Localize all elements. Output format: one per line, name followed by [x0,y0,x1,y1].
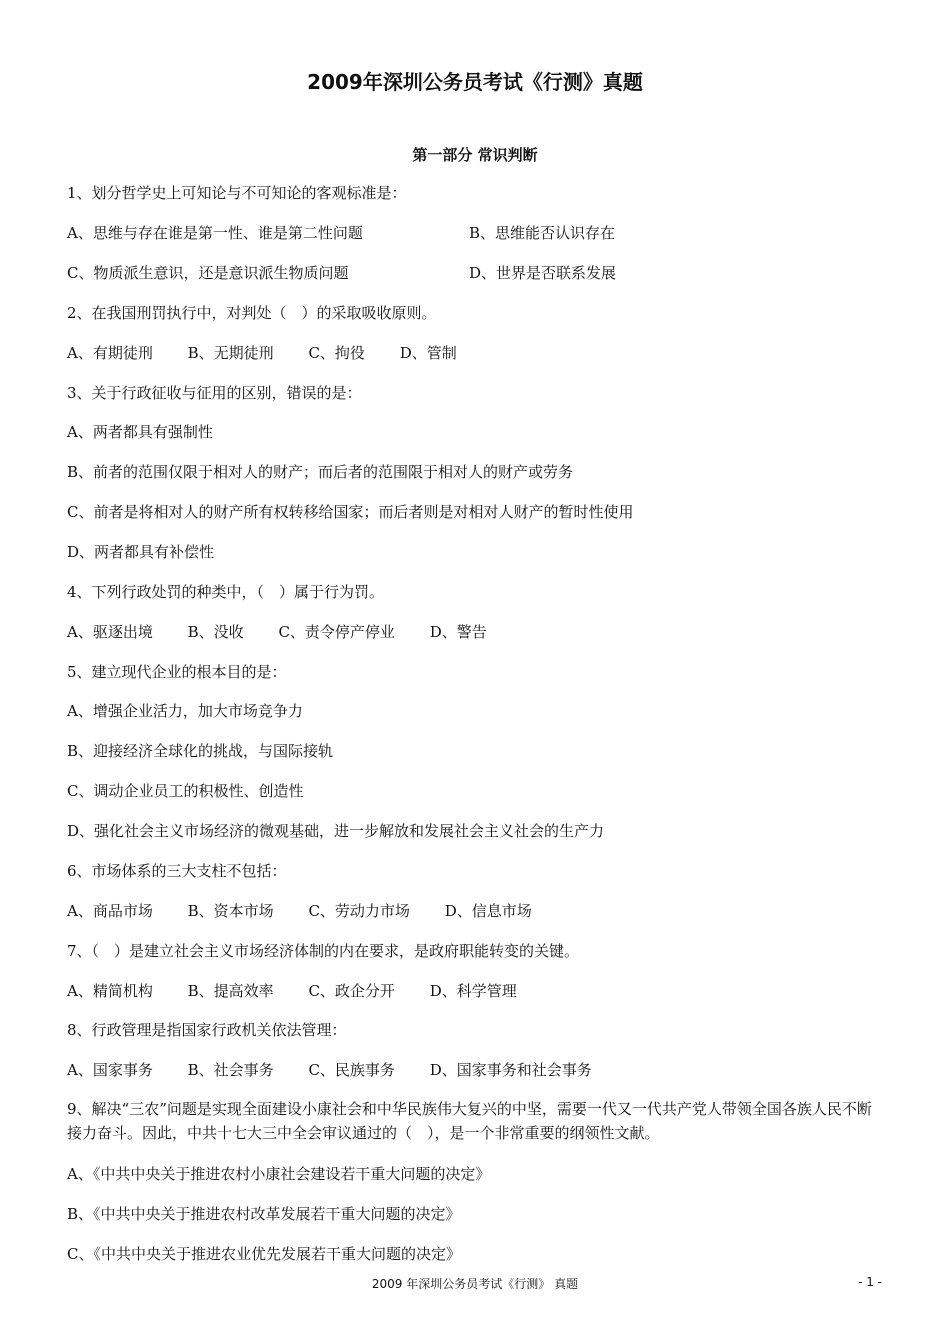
question-7-option-b: B、提高效率 [187,982,274,1000]
question-8-option-d: D、国家事务和社会事务 [429,1061,592,1079]
question-2-options [67,342,487,364]
question-5-option-d: D、强化社会主义市场经济的微观基础，进一步解放和发展社会主义社会的生产力 [67,822,605,840]
question-3-option-a: A、两者都具有强制性 [67,423,213,441]
question-9-option-a: A、《中共中央关于推进农村小康社会建设若干重大问题的决定》 [67,1165,491,1183]
question-6-option-c: C、劳动力市场 [308,902,410,920]
question-2-option-a: A、有期徒刑 [67,344,153,362]
question-7-option-a: A、精简机构 [67,982,153,1000]
question-1-option-c: C、物质派生意识，还是意识派生物质问题 [67,264,349,282]
question-5-option-a: A、增强企业活力，加大市场竞争力 [67,702,303,720]
question-7-stem: 7、（ ）是建立社会主义市场经济体制的内在要求，是政府职能转变的关键。 [67,942,580,960]
question-3-option-d: D、两者都具有补偿性 [67,543,215,561]
question-3-option-c: C、前者是将相对人的财产所有权转移给国家；而后者则是对相对人财产的暂时性使用 [67,503,634,521]
question-5-stem: 5、建立现代企业的根本目的是： [67,663,287,681]
section-heading: 第一部分 常识判断 [412,146,538,164]
question-5-option-c: C、调动企业员工的积极性、创造性 [67,782,304,800]
question-8-option-c: C、民族事务 [308,1061,395,1079]
document-title: 2009年深圳公务员考试《行测》真题 [307,70,643,94]
question-6-option-a: A、商品市场 [67,902,153,920]
question-6-option-b: B、资本市场 [187,902,274,920]
question-2-option-d: D、管制 [399,344,457,362]
question-1-options-row-2 [67,262,885,284]
question-4-option-d: D、警告 [429,623,487,641]
page-number: - 1 - [858,1275,882,1289]
question-4-options [67,621,517,643]
question-2-option-c: C、拘役 [308,344,365,362]
page-footer: 2009 年深圳公务员考试《行测》 真题 [371,1277,579,1291]
question-8-options [67,1059,622,1081]
question-8-option-a: A、国家事务 [67,1061,153,1079]
question-2-option-b: B、无期徒刑 [187,344,274,362]
question-6-options [67,900,562,922]
question-9-option-c: C、《中共中央关于推进农业优先发展若干重大问题的决定》 [67,1245,461,1263]
question-1-option-d: D、世界是否联系发展 [469,264,617,282]
question-3-stem: 3、关于行政征收与征用的区别，错误的是： [67,384,362,402]
question-1-option-b: B、思维能否认识存在 [469,224,616,242]
question-4-option-b: B、没收 [187,623,244,641]
question-1-stem: 1、划分哲学史上可知论与不可知论的客观标准是： [67,184,407,202]
question-6-option-d: D、信息市场 [444,902,532,920]
question-7-options [67,980,547,1002]
question-7-option-c: C、政企分开 [308,982,395,1000]
question-4-option-c: C、责令停产停业 [278,623,395,641]
question-3-option-b: B、前者的范围仅限于相对人的财产；而后者的范围限于相对人的财产或劳务 [67,463,574,481]
question-9-stem: 9、解决“三农”问题是实现全面建设小康社会和中华民族伟大复兴的中坚，需要一代又一代共产党人带领全国各族人民不断接力奋斗。因此，中共十七大三中全会审议通过的（ ），是一个非常重要的纲领性文献。 [67,1100,872,1142]
question-5-option-b: B、迎接经济全球化的挑战，与国际接轨 [67,742,334,760]
question-7-option-d: D、科学管理 [429,982,517,1000]
question-2-stem: 2、在我国刑罚执行中，对判处（ ）的采取吸收原则。 [67,304,437,322]
question-8-stem: 8、行政管理是指国家行政机关依法管理： [67,1021,347,1039]
question-8-option-b: B、社会事务 [187,1061,274,1079]
question-1-options-row-1 [67,222,885,244]
question-4-option-a: A、驱逐出境 [67,623,153,641]
question-9-option-b: B、《中共中央关于推进农村改革发展若干重大问题的决定》 [67,1205,461,1223]
question-4-stem: 4、下列行政处罚的种类中，（ ）属于行为罚。 [67,583,385,601]
question-1-option-a: A、思维与存在谁是第一性、谁是第二性问题 [67,224,363,242]
question-6-stem: 6、市场体系的三大支柱不包括： [67,862,287,880]
